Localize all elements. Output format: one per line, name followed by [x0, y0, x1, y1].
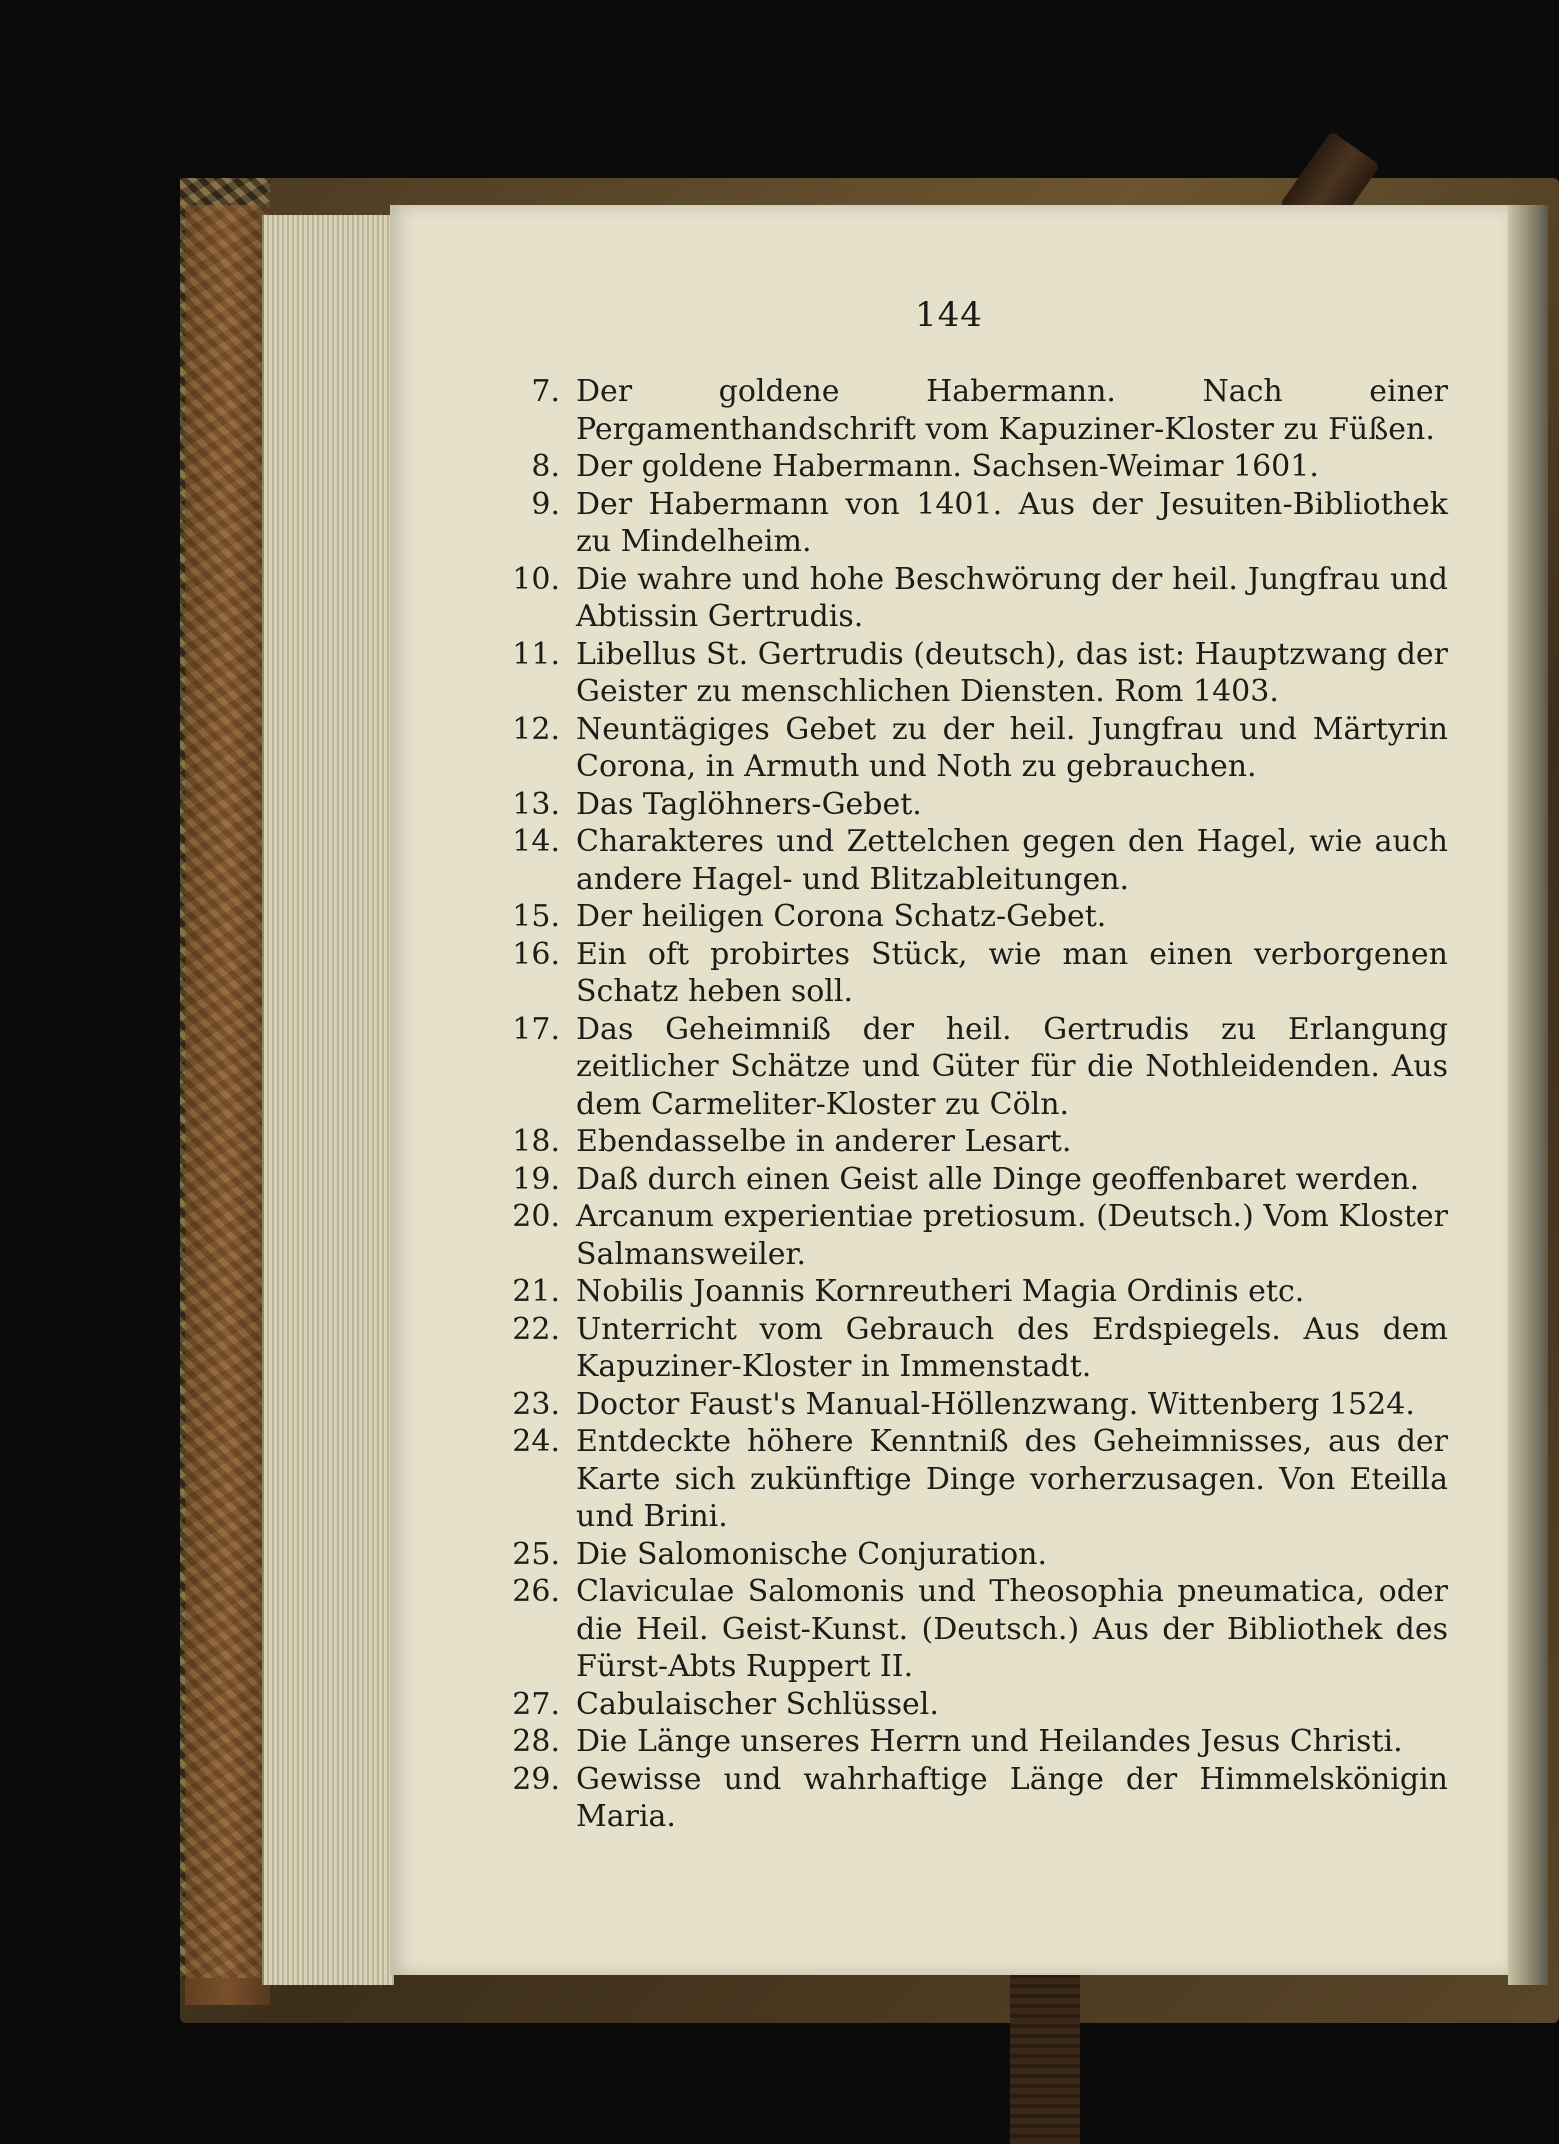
entry-text: Gewisse und wahrhaftige Länge der Himmelskönigin Maria. — [576, 1761, 1448, 1834]
list-item — [508, 448, 1448, 486]
entry-text: Die Salomonische Conjuration. — [576, 1536, 1048, 1572]
list-item — [508, 1386, 1448, 1424]
page-number: 144 — [915, 295, 983, 335]
list-item — [508, 1161, 1448, 1199]
entry-number: 24. — [512, 1424, 560, 1459]
entry-text: Die wahre und hohe Beschwörung der heil. Jungfrau und Abtissin Gertrudis. — [576, 561, 1448, 634]
list-item — [508, 711, 1448, 786]
leather-spine — [185, 205, 270, 2005]
entry-number: 18. — [512, 1124, 560, 1159]
entry-number: 15. — [512, 899, 560, 934]
entry-number: 23. — [512, 1386, 560, 1422]
entry-number: 8. — [531, 449, 560, 484]
entry-text: Das Geheimniß der heil. Gertrudis zu Erlangung zeitlicher Schätze und Güter für die Nothleidenden. Aus dem Carmeliter-Kloster zu Cöln. — [576, 1011, 1448, 1122]
entry-number: 29. — [512, 1761, 560, 1797]
entry-text: Der goldene Habermann. Sachsen-Weimar 1601. — [576, 449, 1319, 484]
entry-number: 10. — [512, 561, 560, 597]
entry-text: Unterricht vom Gebrauch des Erdspiegels. Aus dem Kapuziner-Kloster in Immenstadt. — [576, 1311, 1448, 1384]
bookmark-ribbon-bottom — [1010, 1975, 1080, 2144]
entry-text: Arcanum experientiae pretiosum. (Deutsch.) Vom Kloster Salmansweiler. — [576, 1199, 1448, 1272]
entry-text: Daß durch einen Geist alle Dinge geoffenbaret werden. — [576, 1161, 1420, 1197]
list-item — [508, 1573, 1448, 1686]
list-item — [508, 561, 1448, 636]
list-item — [508, 1123, 1448, 1161]
book-page — [390, 205, 1508, 1975]
page-edge-right — [1508, 205, 1548, 1985]
entry-text: Claviculae Salomonis und Theosophia pneumatica, oder die Heil. Geist-Kunst. (Deutsch.) Aus der Bibliothek des Fürst-Abts Ruppert II. — [576, 1574, 1448, 1684]
entry-number: 12. — [512, 711, 560, 747]
entry-text: Charakteres und Zettelchen gegen den Hagel, wie auch andere Hagel- und Blitzableitungen. — [576, 824, 1448, 897]
list-item — [508, 636, 1448, 711]
entry-text: Ebendasselbe in anderer Lesart. — [576, 1124, 1072, 1159]
entry-text: Entdeckte höhere Kenntniß des Geheimnisses, aus der Karte sich zukünftige Dinge vorherzusagen. Von Eteilla und Brini. — [576, 1424, 1448, 1534]
page-edges — [262, 215, 394, 1985]
entry-text: Neuntägiges Gebet zu der heil. Jungfrau und Märtyrin Corona, in Armuth und Noth zu gebrauchen. — [576, 711, 1448, 784]
entry-number: 25. — [512, 1536, 560, 1572]
list-item — [508, 1423, 1448, 1536]
list-item — [508, 1011, 1448, 1124]
entry-number: 26. — [512, 1574, 560, 1609]
list-item — [508, 1311, 1448, 1386]
entry-text: Nobilis Joannis Kornreutheri Magia Ordinis etc. — [576, 1274, 1305, 1309]
list-item — [508, 898, 1448, 936]
entry-text: Libellus St. Gertrudis (deutsch), das ist: Hauptzwang der Geister zu menschlichen Diensten. Rom 1403. — [576, 636, 1448, 709]
entry-number: 7. — [531, 374, 560, 409]
entry-text: Der goldene Habermann. Nach einer Pergamenthandschrift vom Kapuziner-Kloster zu Füßen. — [576, 374, 1448, 447]
entry-number: 22. — [512, 1311, 560, 1347]
entry-text: Der heiligen Corona Schatz-Gebet. — [576, 899, 1107, 934]
list-item — [508, 486, 1448, 561]
list-item — [508, 1273, 1448, 1311]
entry-text: Die Länge unseres Herrn und Heilandes Jesus Christi. — [576, 1724, 1403, 1759]
entry-number: 13. — [512, 786, 560, 822]
list-item — [508, 373, 1448, 448]
entry-number: 9. — [531, 486, 560, 522]
entry-number: 20. — [512, 1199, 560, 1234]
list-item — [508, 786, 1448, 824]
entry-number: 14. — [512, 824, 560, 859]
entry-number: 28. — [512, 1724, 560, 1759]
list-item — [508, 1686, 1448, 1724]
list-item — [508, 936, 1448, 1011]
entry-text: Doctor Faust's Manual-Höllenzwang. Wittenberg 1524. — [576, 1386, 1415, 1422]
entry-text: Cabulaischer Schlüssel. — [576, 1686, 939, 1722]
entry-number: 19. — [512, 1161, 560, 1197]
entry-number: 27. — [512, 1686, 560, 1722]
entry-text: Der Habermann von 1401. Aus der Jesuiten-Bibliothek zu Mindelheim. — [576, 486, 1448, 559]
entry-text: Das Taglöhners-Gebet. — [576, 786, 922, 822]
entry-number: 11. — [512, 636, 560, 672]
list-item — [508, 823, 1448, 898]
entry-text: Ein oft probirtes Stück, wie man einen verborgenen Schatz heben soll. — [576, 936, 1448, 1009]
list-item — [508, 1761, 1448, 1836]
list-item — [508, 1723, 1448, 1761]
entry-number: 16. — [512, 936, 560, 972]
entry-list — [508, 373, 1448, 1836]
list-item — [508, 1536, 1448, 1574]
entry-number: 21. — [512, 1274, 560, 1309]
entry-number: 17. — [512, 1011, 560, 1047]
list-item — [508, 1198, 1448, 1273]
